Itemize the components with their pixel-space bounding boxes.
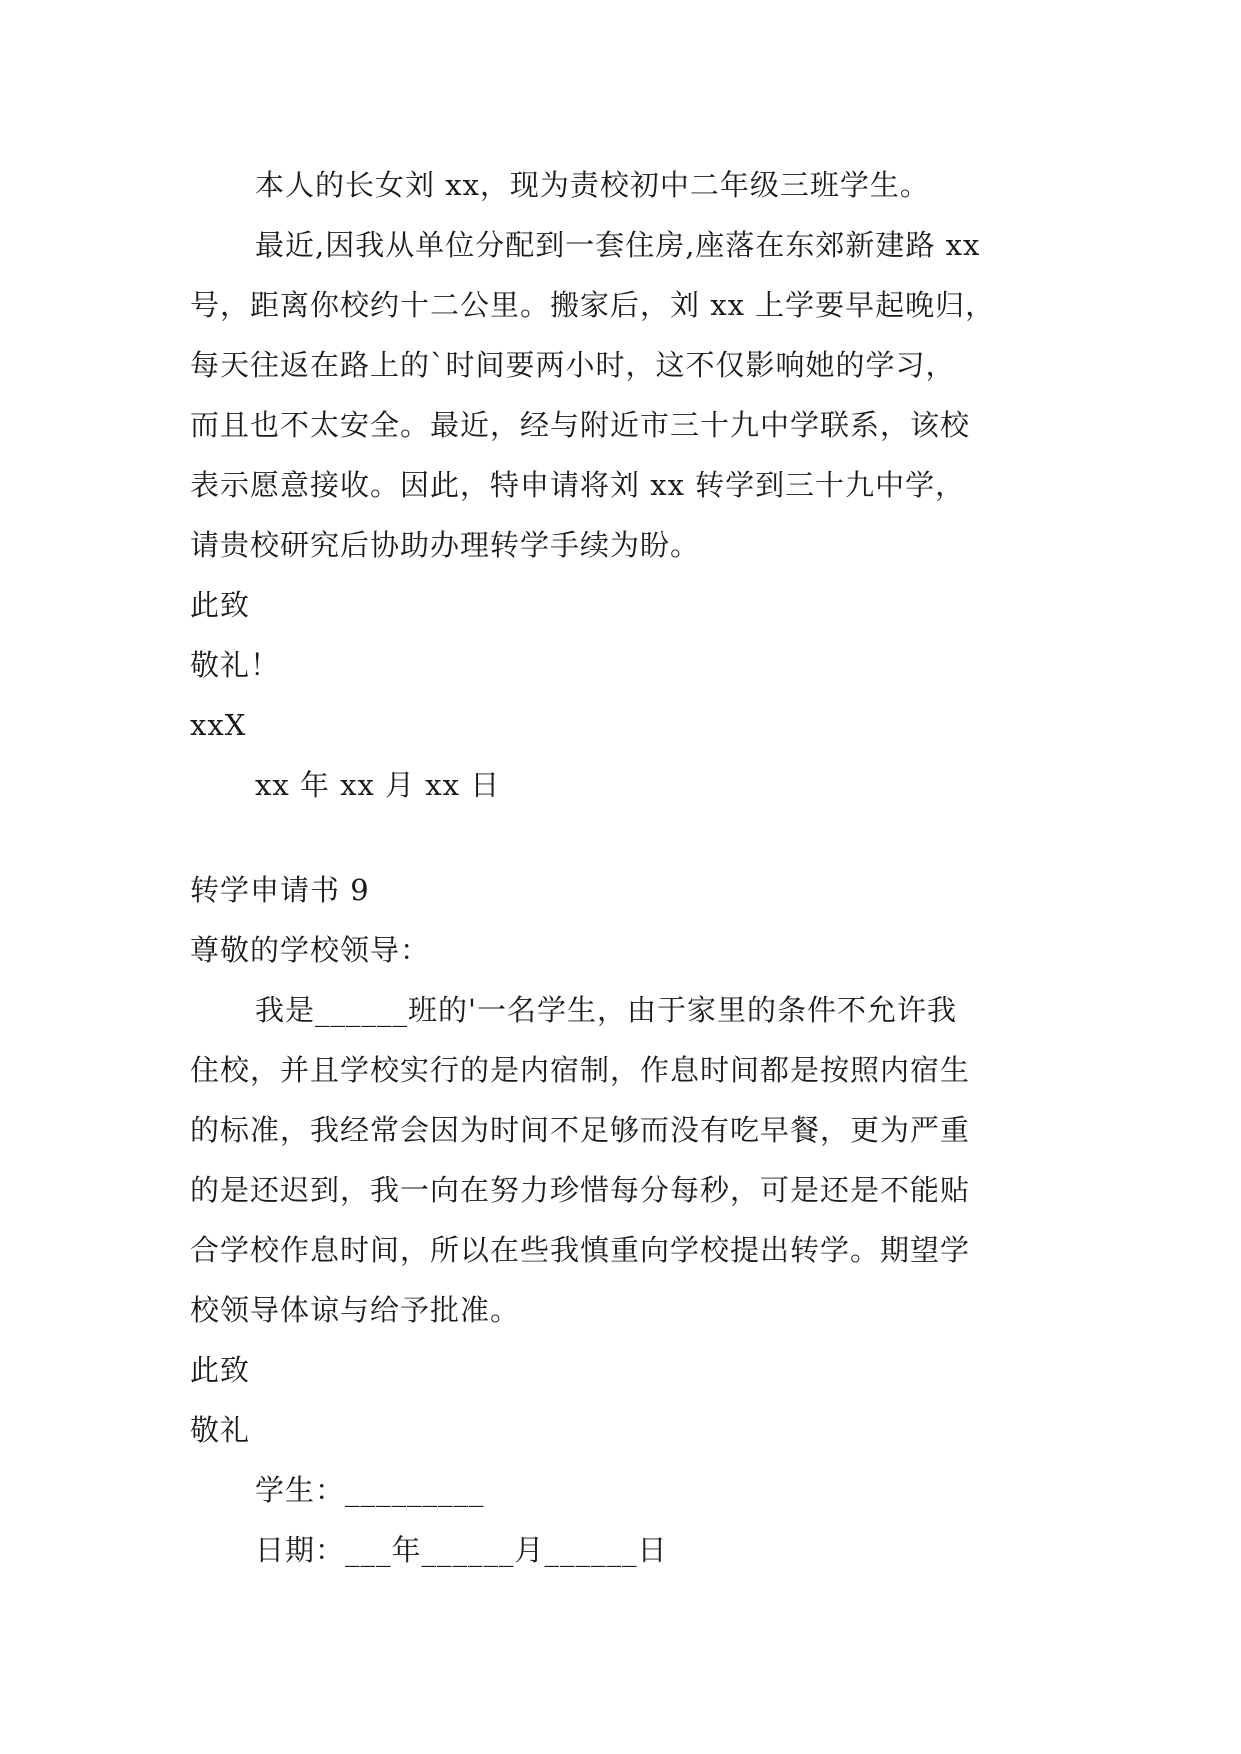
paragraph-intro: 本人的长女刘 xx，现为责校初中二年级三班学生。	[255, 168, 930, 202]
closing-line-2: 敬礼！	[190, 648, 281, 682]
closing-line-2: 敬礼	[190, 1413, 251, 1447]
paragraph-line: 表示愿意接收。因此，特申请将刘 xx 转学到三十九中学，	[190, 468, 966, 502]
closing-line-1: 此致	[190, 588, 251, 622]
letter-date: xx 年 xx 月 xx 日	[255, 768, 501, 802]
paragraph-line: 校领导体谅与给予批准。	[190, 1293, 521, 1327]
paragraph-line: 而且也不太安全。最近，经与附近市三十九中学联系，该校	[190, 408, 971, 442]
signer-name: xxX	[190, 708, 247, 742]
section-title: 转学申请书 9	[190, 873, 370, 907]
paragraph-line: 合学校作息时间，所以在些我慎重向学校提出转学。期望学	[190, 1233, 971, 1267]
paragraph-line: 住校，并且学校实行的是内宿制，作息时间都是按照内宿生	[190, 1053, 971, 1087]
date-field: 日期：___年______月______日	[255, 1533, 668, 1567]
salutation: 尊敬的学校领导：	[190, 933, 431, 967]
paragraph-line: 每天往返在路上的`时间要两小时，这不仅影响她的学习，	[190, 348, 956, 382]
paragraph-line: 的标准，我经常会因为时间不足够而没有吃早餐，更为严重	[190, 1113, 971, 1147]
student-field: 学生：_________	[255, 1473, 485, 1507]
paragraph-line: 的是还迟到，我一向在努力珍惜每分每秒，可是还是不能贴	[190, 1173, 971, 1207]
paragraph-line: 请贵校研究后协助办理转学手续为盼。	[190, 528, 701, 562]
paragraph-line: 最近,因我从单位分配到一套住房,座落在东郊新建路 xx	[255, 228, 981, 262]
paragraph-line: 我是______班的'一名学生，由于家里的条件不允许我	[255, 993, 957, 1027]
paragraph-line: 号，距离你校约十二公里。搬家后，刘 xx 上学要早起晚归，	[190, 288, 996, 322]
closing-line-1: 此致	[190, 1353, 251, 1387]
